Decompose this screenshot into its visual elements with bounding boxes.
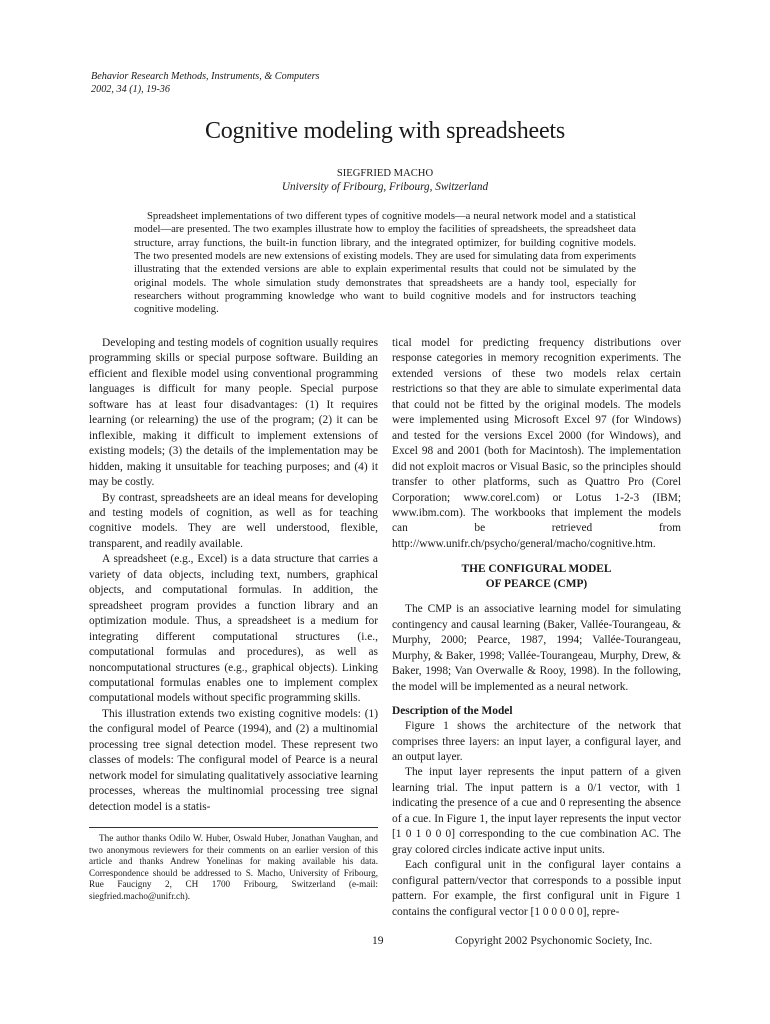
abstract [134,210,636,317]
body-paragraph: This illustration extends two existing cognitive models: (1) the configural model of Pearce (1994), and (2) a multinomial processing tree signal detection model. These represent two classes of models: The configural model of Pearce is a neural network model for simulating qualitatively associative learning processes, whereas the multinomial processing tree signal detection model is a statis- [89,707,378,813]
section-heading [392,562,681,592]
body-paragraph: The input layer represents the input pattern of a given learning trial. The input pattern is a 0/1 vector, with 1 indicating the presence of a cue and 0 representing the absence of a cue. In Figure 1, the input layer represents the input vector [1 0 1 0 0 0] corresponding to the cue combination AC. The gray colored circles indicate active input units. [392,766,681,856]
author-footnote [89,827,378,902]
subsection-heading: Description of the Model [392,705,513,718]
paper-title: Cognitive modeling with spreadsheets [204,118,566,144]
page-number: 19 [372,935,384,947]
right-column [392,336,681,920]
left-column [89,336,378,815]
body-paragraph: tical model for predicting frequency distributions over response categories in memory recognition experiments. The extended versions of these two models relax certain restrictions so that they are able to simulate experimental data that could not be fitted by the original models. The models were implemented using Microsoft Excel 97 (for Windows) and tested for the versions Excel 2000 (for Windows), and Excel 98 and 2001 (both for Macintosh). The implementation did not exploit macros or Visual Basic, so the principles should transfer to other platforms, such as Quattro Pro (Corel Corporation; www.corel.com) or Lotus 1-2-3 (IBM; www.ibm.com). The workbooks that implement the models can be retrieved from http://www.unifr.ch/psycho/general/macho/cognitive.htm. [392,337,681,550]
body-paragraph: Each configural unit in the configural layer contains a configural pattern/vector that corresponds to a possible input pattern. For example, the first configural unit in Figure 1 contains the configural vector [1 0 0 0 0 0], repre- [392,859,681,918]
body-paragraph: A spreadsheet (e.g., Excel) is a data structure that carries a variety of data objects, including text, numbers, graphical objects, and computational formulas. In addition, the spreadsheet program provides a function library and an optimization module. Thus, a spreadsheet is a medium for integrating different computational structures (i.e., computational formulas and procedures), as well as noncomputational structures (e.g., graphical objects). Linking computational formulas enables one to implement complex computational models without specific programming skills. [89,553,378,705]
body-paragraph: The CMP is an associative learning model for simulating contingency and causal learning (Baker, Vallée-Tourangeau, & Murphy, 2000; Pearce, 1987, 1994; Vallée-Tourangeau, Murphy, & Baker, 1998; Vallée-Tourangeau, Murphy, Drew, & Baker, 1998; Van Overwalle & Rooy, 1998). In the following, the model will be implemented as a neural network. [392,603,681,693]
copyright-notice: Copyright 2002 Psychonomic Society, Inc. [455,935,653,947]
section-heading-line-1: THE CONFIGURAL MODEL [461,563,612,576]
journal-volume: 2002, 34 (1), 19-36 [91,84,170,95]
body-paragraph: By contrast, spreadsheets are an ideal means for developing and testing models of cognition, as well as for teaching cognitive models. They are well understood, flexible, transparent, and readily available. [89,491,378,550]
section-heading-line-2: OF PEARCE (CMP) [485,578,588,591]
author-affiliation: University of Fribourg, Fribourg, Switzerland [281,181,489,193]
footnote-text: The author thanks Odilo W. Huber, Oswald Huber, Jonathan Vaughan, and two anonymous reviewers for their comments on an earlier version of this article and thanks Andrew Yonelinas for making available his data. Correspondence should be addressed to S. Macho, University of Fribourg, Rue Faucigny 2, CH 1700 Fribourg, Switzerland (e-mail: siegfried.macho@unifr.ch). [89,833,378,901]
abstract-text: Spreadsheet implementations of two different types of cognitive models—a neural network model and a statistical model—are presented. The two examples illustrate how to employ the facilities of spreadsheets, the spreadsheet data structure, array functions, the built-in function library, and the integrated optimizer, for building cognitive models. The two presented models are new extensions of existing models. They are used for simulating data from experiments illustrating that the extended versions are able to explain experimental results that could not be simulated by the original models. The whole simulation study demonstrates that spreadsheets are a handy tool, especially for researchers without programming knowledge who want to build cognitive models and for instructors teaching cognitive modeling. [134,211,636,316]
journal-name: Behavior Research Methods, Instruments, & Computers [91,71,320,82]
author-name: SIEGFRIED MACHO [336,168,434,179]
journal-citation [91,70,320,96]
body-paragraph: Figure 1 shows the architecture of the network that comprises three layers: an input layer, a configural layer, and an output layer. [392,720,681,763]
body-paragraph: Developing and testing models of cognition usually requires programming skills or special purpose software. Building an efficient and flexible model using conventional programming languages is difficult for many people. Special purpose software has at least four disadvantages: (1) It requires learning (or relearning) the use of the program; (2) it can be inflexible, making it difficult to implement extensions of existing models; (3) the details of the implementation may be hidden, making it unsuitable for teaching purposes; and (4) it may be costly. [89,337,378,489]
